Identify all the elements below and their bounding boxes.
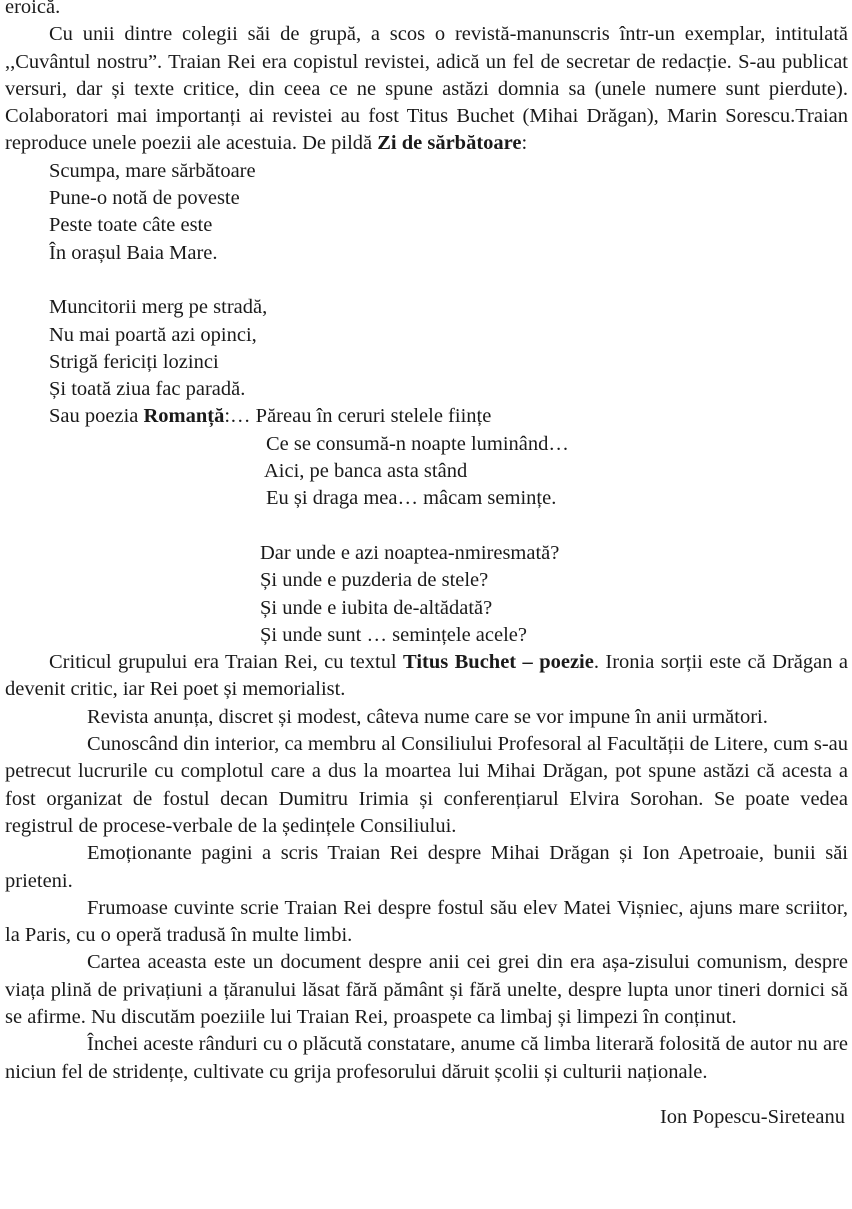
poem-romanta-stanza-2	[5, 540, 848, 649]
paragraph-text: Cu unii dintre colegii săi de grupă, a scos o revistă-manunscris într-un exemplar, intitulată ,,Cuvântul nostru”. Traian Rei era copistul revistei, adică un fel de secretar de redacție. S-au publicat versuri, dar și texte critice, din ceea ce ne spune astăzi domnia sa (unele numere sunt pierdute). Colaboratori mai importanți ai revistei au fost Titus Buchet (Mihai Drăgan), Marin Sorescu.Traian reproduce unele poezii ale acestuia. De pildă	[5, 23, 848, 155]
text-title-titus-buchet: Titus Buchet – poezie	[403, 651, 594, 674]
poem-stanza-2	[5, 294, 848, 403]
poem-line: Muncitorii merg pe stradă,	[49, 296, 268, 319]
poem-romanta-stanza-1	[5, 431, 848, 513]
poem-line: Și unde e puzderia de stele?	[260, 569, 489, 592]
paragraph-emotionante: Emoționante pagini a scris Traian Rei despre Mihai Drăgan și Ion Apetroaie, bunii săi prieteni.	[5, 842, 848, 892]
intro-text: Sau poezia	[49, 405, 144, 428]
paragraph-consiliu: Cunoscând din interior, ca membru al Consiliului Profesoral al Facultății de Litere, cum s-au petrecut lucrurile cu complotul care a dus la moartea lui Mihai Drăgan, pot spune astăzi că acesta a fost organizat de fostul decan Dumitru Irimia și conferențiarul Elvira Sorohan. Se poate vedea registrul de procese-verbale de la ședințele Consiliului.	[5, 733, 848, 837]
poem-romanta-intro	[5, 403, 848, 430]
poem-line: Nu mai poartă azi opinci,	[49, 323, 257, 346]
paragraph-text-end: :	[521, 132, 528, 155]
paragraph-text: Criticul grupului era Traian Rei, cu textul	[49, 651, 404, 674]
poem-line: Dar unde e azi noaptea-nmiresmată?	[260, 541, 560, 564]
paragraph-incheiere: Închei aceste rânduri cu o plăcută constatare, anume că limba literară folosită de autor nu are niciun fel de stridențe, cultivate cu grija profesorului dăruit școlii și culturii naționale.	[5, 1033, 848, 1083]
poem-line: Și toată ziua fac paradă.	[49, 378, 246, 401]
stanza-gap	[5, 513, 848, 540]
poem-line: Și unde e iubita de-altădată?	[260, 596, 493, 619]
paragraph-visniec: Frumoase cuvinte scrie Traian Rei despre fostul său elev Matei Vișniec, ajuns mare scriitor, la Paris, cu o operă tradusă în multe limbi.	[5, 896, 848, 947]
poem-line: Peste toate câte este	[49, 214, 213, 237]
author-signature: Ion Popescu-Sireteanu	[659, 1105, 845, 1128]
poem-line: Ce se consumă-n noapte luminând…	[266, 432, 569, 455]
poem-line: Pune-o notă de poveste	[49, 187, 240, 210]
paragraph-text-end: . Ironia sorții este că Drăgan a devenit critic, iar Rei poet și memorialist.	[5, 651, 848, 701]
poem-line: Aici, pe banca asta stând	[264, 460, 468, 483]
poem-line: Eu și draga mea… mâcam semințe.	[266, 487, 557, 510]
paragraph-continuation: eroică.	[5, 0, 61, 18]
poem-stanza-1	[5, 158, 848, 267]
paragraph-document: Cartea aceasta este un document despre anii cei grei din era așa-zisului comunism, despre viața plină de privațiuni a țăranului lăsat fără pământ și fără unelte, despre lupta unor tineri dornici să se afirme. Nu discutăm poeziile lui Traian Rei, proaspete ca limbaj și limpezi în conținut.	[5, 951, 848, 1028]
poem-line: Și unde sunt … semințele acele?	[260, 623, 527, 646]
poem-line: Strigă fericiți lozinci	[49, 350, 219, 373]
paragraph-magazine	[5, 21, 848, 157]
poem-title-zi-de-sarbatoare: Zi de sărbătoare	[377, 132, 522, 155]
paragraph-revista: Revista anunța, discret și modest, câteva nume care se vor impune în anii următori.	[87, 705, 768, 728]
poem-line: :… Păreau în ceruri stelele ființe	[224, 405, 492, 428]
poem-line: Scumpa, mare sărbătoare	[49, 159, 256, 182]
paragraph-critic	[5, 649, 848, 704]
poem-line: În orașul Baia Mare.	[49, 241, 218, 264]
stanza-gap	[5, 267, 848, 294]
poem-title-romanta: Romanță	[143, 405, 225, 428]
